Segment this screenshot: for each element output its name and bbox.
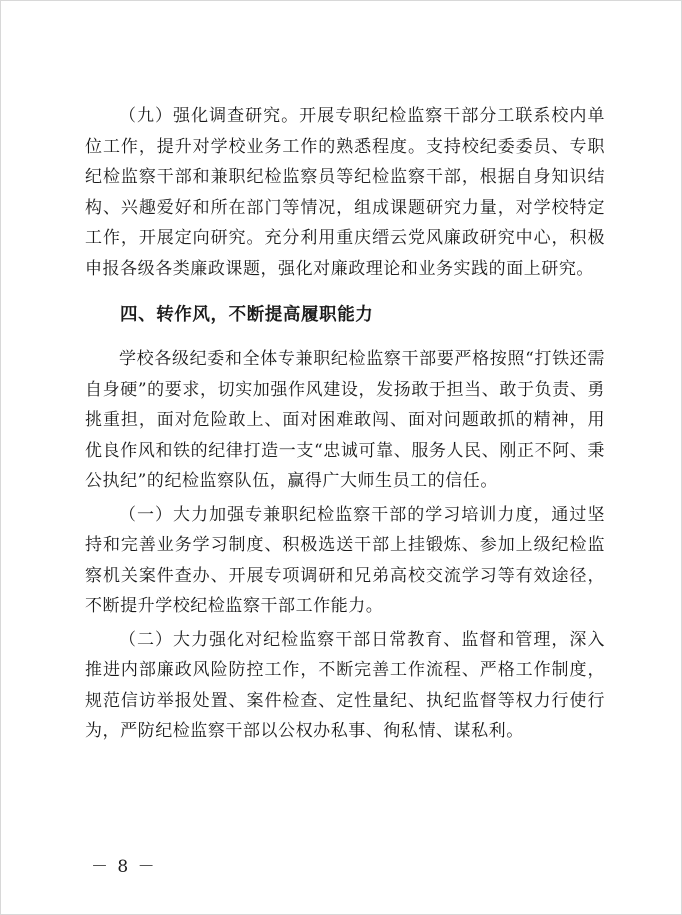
document-body <box>85 101 605 747</box>
paragraph-intro: 学校各级纪委和全体专兼职纪检监察干部要严格按照“打铁还需自身硬”的要求，切实加强作风建设，发扬敢于担当、敢于负责、勇挑重担，面对危险敢上、面对困难敢闯、面对问题敢抓的精神，用优良作风和铁的纪律打造一支“忠诚可靠、服务人民、刚正不阿、秉公执纪”的纪检监察队伍，赢得广大师生员工的信任。 <box>85 349 605 491</box>
section-heading: 四、转作风，不断提高履职能力 <box>120 305 374 325</box>
paragraph-section-9: （九）强化调查研究。开展专职纪检监察干部分工联系校内单位工作，提升对学校业务工作的熟悉程度。支持校纪委委员、专职纪检监察干部和兼职纪检监察员等纪检监察干部，根据自身知识结构、兴趣爱好和所在部门等情况，组成课题研究力量，对学校特定工作，开展定向研究。充分利用重庆缙云党风廉政研究中心，积极申报各级各类廉政课题，强化对廉政理论和业务实践的面上研究。 <box>85 106 605 279</box>
paragraph-item-1: （一）大力加强专兼职纪检监察干部的学习培训力度，通过坚持和完善业务学习制度、积极选送干部上挂锻炼、参加上级纪检监察机关案件查办、开展专项调研和兄弟高校交流学习等有效途径，不断提升学校纪检监察干部工作能力。 <box>85 504 605 616</box>
paragraph-item-2: （二）大力强化对纪检监察干部日常教育、监督和管理，深入推进内部廉政风险防控工作，不断完善工作流程、严格工作制度，规范信访举报处置、案件检查、定性量纪、执纪监督等权力行使行为，严防纪检监察干部以公权办私事、徇私情、谋私利。 <box>85 629 605 741</box>
page-number: － 8 － <box>91 857 157 877</box>
